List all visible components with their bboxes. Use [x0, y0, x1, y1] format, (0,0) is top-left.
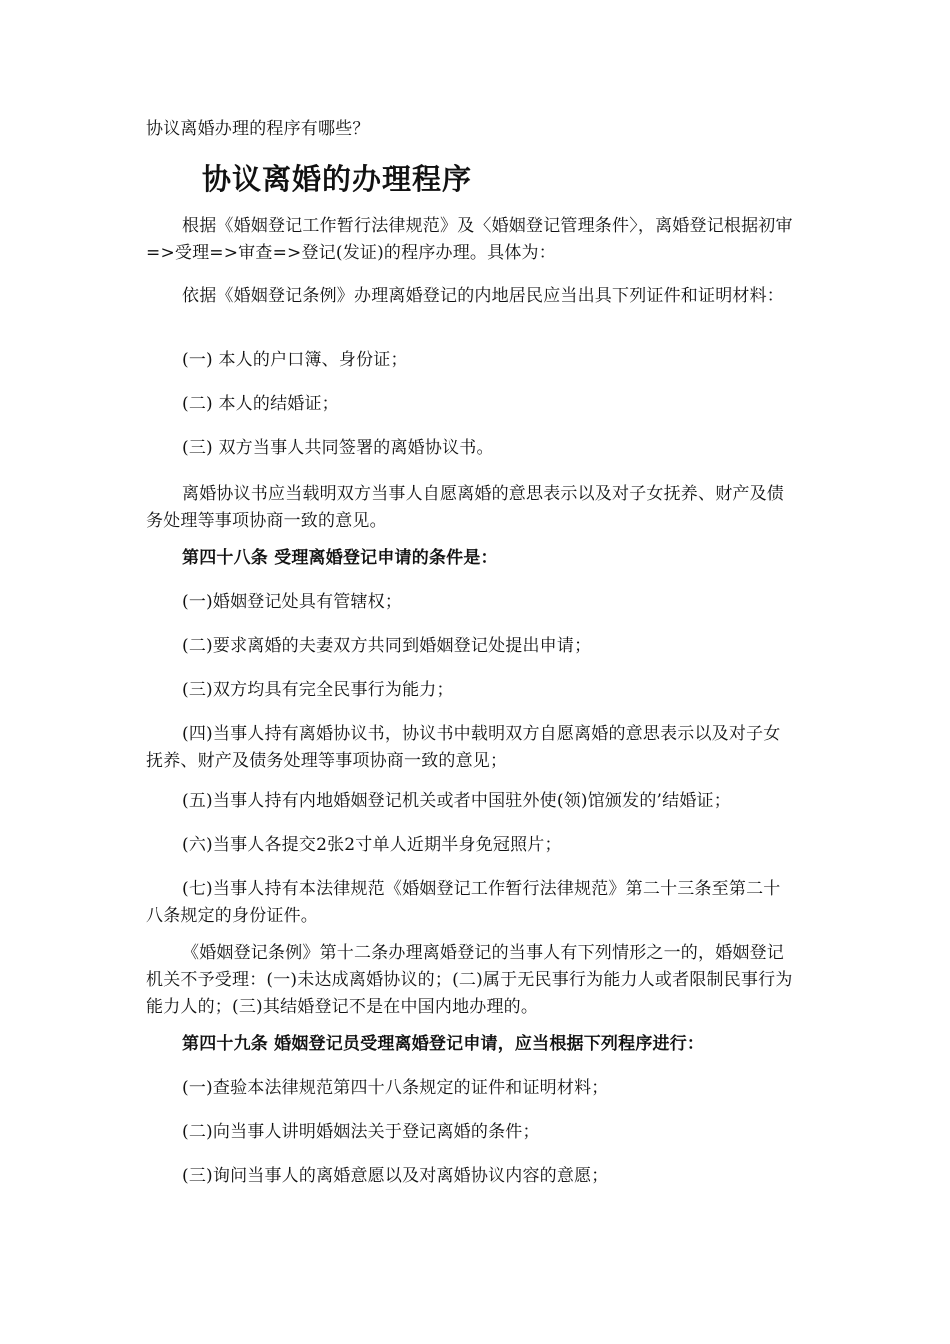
- condition-item-2: (二)要求离婚的夫妻双方共同到婚姻登记处提出申请；: [182, 636, 592, 656]
- condition-item-1: (一)婚姻登记处具有管辖权；: [182, 592, 403, 612]
- material-item-1: (一) 本人的户口簿、身份证；: [182, 350, 408, 370]
- article-12-paragraph: 《婚姻登记条例》第十二条办理离婚登记的当事人有下列情形之一的，婚姻登记机关不予受理：(一)未达成离婚协议的；(二)属于无民事行为能力人或者限制民事行为能力人的；(三)其结婚登记不是在中国内地办理的。: [146, 943, 793, 1017]
- agreement-note-paragraph: 离婚协议书应当载明双方当事人自愿离婚的意思表示以及对子女抚养、财产及债务处理等事项协商一致的意见。: [146, 484, 784, 531]
- question-line: 协议离婚办理的程序有哪些？: [146, 119, 370, 139]
- step-item-1: (一)查验本法律规范第四十八条规定的证件和证明材料；: [182, 1078, 609, 1098]
- step-item-2: (二)向当事人讲明婚姻法关于登记离婚的条件；: [182, 1122, 540, 1142]
- article-49-heading: 第四十九条 婚姻登记员受理离婚登记申请，应当根据下列程序进行：: [182, 1034, 705, 1054]
- materials-intro-paragraph: 依据《婚姻登记条例》办理离婚登记的内地居民应当出具下列证件和证明材料：: [182, 286, 784, 306]
- condition-item-5: (五)当事人持有内地婚姻登记机关或者中国驻外使(领)馆颁发的’结婚证；: [182, 791, 731, 811]
- page-title: 协议离婚的办理程序: [202, 162, 473, 196]
- article-48-heading: 第四十八条 受理离婚登记申请的条件是：: [182, 548, 498, 568]
- condition-item-4: (四)当事人持有离婚协议书，协议书中载明双方自愿离婚的意思表示以及对子女抚养、财产及债务处理等事项协商一致的意见；: [146, 724, 781, 771]
- condition-item-7: (七)当事人持有本法律规范《婚姻登记工作暂行法律规范》第二十三条至第二十八条规定的身份证件。: [146, 879, 781, 926]
- intro-paragraph: 根据《婚姻登记工作暂行法律规范》及〈婚姻登记管理条件〉，离婚登记根据初审=>受理=>审查=>登记(发证)的程序办理。具体为：: [146, 216, 793, 263]
- condition-item-3: (三)双方均具有完全民事行为能力；: [182, 680, 454, 700]
- step-item-3: (三)询问当事人的离婚意愿以及对离婚协议内容的意愿；: [182, 1166, 609, 1186]
- material-item-3: (三) 双方当事人共同签署的离婚协议书。: [182, 438, 494, 458]
- material-item-2: (二) 本人的结婚证；: [182, 394, 339, 414]
- condition-item-6: (六)当事人各提交2张2寸单人近期半身免冠照片；: [182, 835, 562, 855]
